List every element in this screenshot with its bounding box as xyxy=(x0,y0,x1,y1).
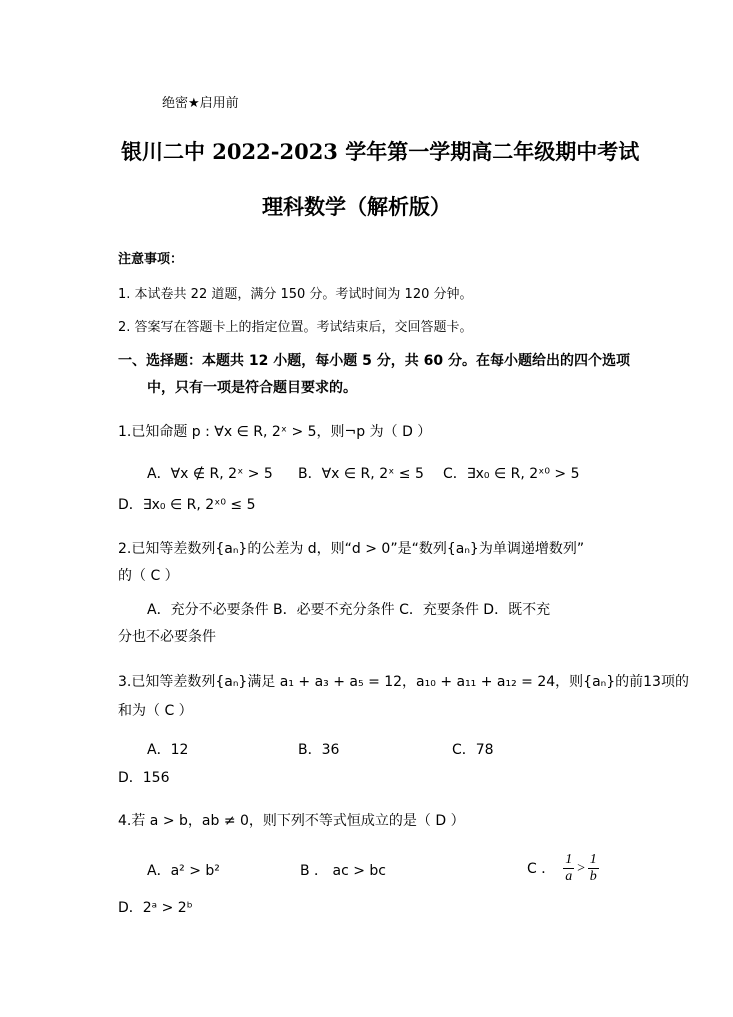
section-heading-line1: 一、选择题：本题共 12 小题，每小题 5 分，共 60 分。在每小题给出的四个选项 xyxy=(118,353,630,369)
q3-option-b: B．36 xyxy=(298,742,340,758)
exam-subtitle: 理科数学（解析版） xyxy=(262,194,451,219)
q4-option-c-label: C ． xyxy=(527,860,556,877)
q1-option-d: D．∃x₀ ∈ R, 2ˣ⁰ ≤ 5 xyxy=(118,497,256,513)
q4-fraction-left-denominator: a xyxy=(565,869,573,884)
q3-stem-line1: 3.已知等差数列{aₙ}满足 a₁ + a₃ + a₅ = 12，a₁₀ + a₁₁ + a₁₂ = 24，则{aₙ}的前13项的 xyxy=(118,674,689,690)
q4-option-d: D．2ᵃ > 2ᵇ xyxy=(118,900,193,916)
q4-fraction-left xyxy=(563,852,574,885)
q4-fraction-gt: > xyxy=(576,860,586,876)
q2-stem-line2: 的（ C ） xyxy=(118,568,179,584)
q2-options-line2: 分也不必要条件 xyxy=(118,629,216,645)
q4-fraction-right-denominator: b xyxy=(589,869,597,884)
q3-option-c: C．78 xyxy=(452,742,494,758)
q1-option-a: A．∀x ∉ R, 2ˣ > 5 xyxy=(147,466,273,482)
q4-fraction-right xyxy=(588,852,599,885)
note-item-1: 1. 本试卷共 22 道题，满分 150 分。考试时间为 120 分钟。 xyxy=(118,287,473,302)
confidential-label: 绝密★启用前 xyxy=(162,96,239,111)
q1-option-c: C．∃x₀ ∈ R, 2ˣ⁰ > 5 xyxy=(443,466,580,482)
section-heading-line2: 中，只有一项是符合题目要求的。 xyxy=(147,380,357,396)
q2-stem-line1: 2.已知等差数列{aₙ}的公差为 d，则“d > 0”是“数列{aₙ}为单调递增数列” xyxy=(118,541,585,557)
q1-stem: 1.已知命题 p : ∀x ∈ R, 2ˣ > 5，则¬p 为（ D ） xyxy=(118,424,432,440)
q3-option-a: A．12 xyxy=(147,742,189,758)
q3-option-d: D．156 xyxy=(118,770,170,786)
notes-heading: 注意事项： xyxy=(118,252,184,267)
q4-fraction-left-numerator: 1 xyxy=(565,852,573,867)
q1-option-b: B．∀x ∈ R, 2ˣ ≤ 5 xyxy=(298,466,424,482)
q4-fraction-right-numerator: 1 xyxy=(589,852,597,867)
q2-options-line1: A．充分不必要条件 B．必要不充分条件 C．充要条件 D．既不充 xyxy=(147,602,551,618)
q4-stem: 4.若 a > b，ab ≠ 0，则下列不等式恒成立的是（ D ） xyxy=(118,813,465,829)
q3-stem-line2: 和为（ C ） xyxy=(118,703,193,719)
note-item-2: 2. 答案写在答题卡上的指定位置。考试结束后，交回答题卡。 xyxy=(118,320,473,335)
exam-title: 银川二中 2022-2023 学年第一学期高二年级期中考试 xyxy=(121,139,640,164)
q4-option-c xyxy=(527,852,599,885)
q4-option-a: A．a² > b² xyxy=(147,863,220,879)
q4-option-b: B ． ac > bc xyxy=(300,863,386,879)
